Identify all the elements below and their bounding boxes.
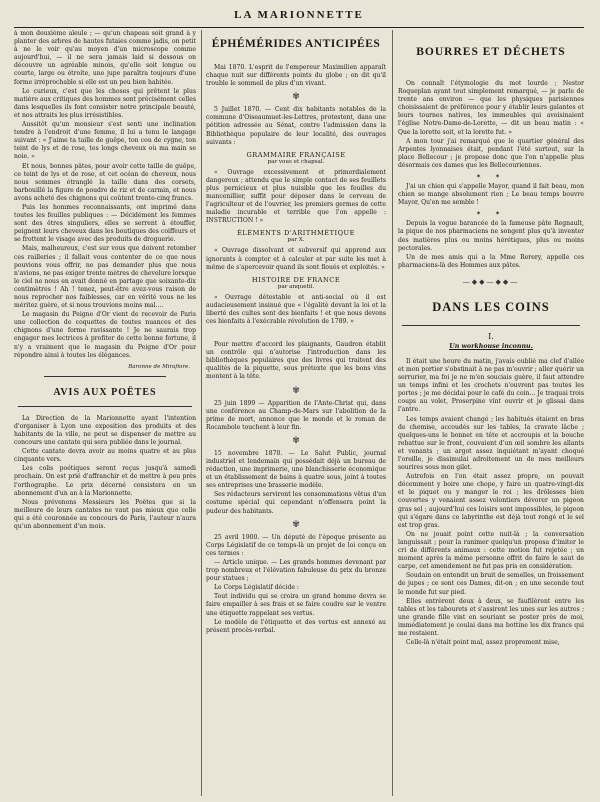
section-title-bourres: BOURRES ET DÉCHETS: [416, 46, 566, 58]
separator-stars: ✶ ✶: [476, 210, 506, 218]
paragraph: Nous prévenons Messieurs les Poëtes que si la meilleure de leurs cantates ne vaut pas mieux que celle qui a été couronnée au concours de Paris, l'auteur n'aura qu'un abonnement d'un mois.: [14, 498, 196, 530]
column-rule: [392, 30, 393, 796]
paragraph: « Ouvrage détestable et anti-social où il est audacieusement insinué que « l'égalité devant la loi et la liberté des cultes sont des bienfaits ! et que nous devons ces bienfaits à l'exécrable révolution de 1789. »: [206, 293, 386, 325]
paragraph: à mon deuxième aïeule ; — qu'un chapeau soit grand à y planter des arbres de hautes futaies comme jadis, on petit à ne le voir qu'au moyen d'un microscope comme aujourd'hui, — il ne sera jamais laid si dessous on découvre un agréable minois, qu'elle soit longue ou courte, large ou étroite, une jupe paraîtra toujours d'une forme irréprochable si elle est un peu bien habitée.: [14, 30, 196, 86]
paragraph: Aussitôt qu'un monsieur s'est senti une inclination tendre à l'endroit d'une femme, il lui a tenu le langage suivant : « J'aime ta taille de guêpe, ton cou de cygne, ton teint de lys et de rose, tes longs cheveux où ma main se noie. »: [14, 121, 196, 161]
paragraph: A mon tour j'ai remarqué que le quartier général des Arpentes lyonnaises était, pendant l'été surtout, sur la place Bellecour ; je propose donc que l'on n'appelle plus désormais ces dames que les Bellecouriennes.: [398, 137, 584, 169]
book-author: par vous et chapsal.: [267, 158, 325, 165]
paragraph: — Article unique. — Les grands hommes devenant par trop nombreux et l'élévation fabuleuse du prix du bronze pour statues ;: [206, 558, 386, 583]
paragraph: « Ouvrage dissolvant et subversif qui apprend aux ignorants à compter et à calculer et par suite les met à même de s'apercevoir quand ils sont floués et exploités. »: [206, 247, 386, 271]
paragraph: « Ouvrage excessivement et primordialement dangereux ; attendu que le simple contact de ses feuillets plus pernicieux et plus nuisible que les feuilles du mancenillier, suffit pour déposer dans le cerveau de l'agriculteur et de l'ouvrier, les premiers germes de cette maladie incurable et terrible que l'on appelle : INSTRUCTION ! »: [206, 168, 386, 225]
paragraph: Ses rédacteurs serviront les consommations vêtus d'un costume spécial qui cependant n'offensera point la pudeur des habitants.: [206, 491, 386, 515]
book-title: GRAMMAIRE FRANÇAISE: [246, 150, 346, 159]
paragraph: Le modèle de l'étiquette et des vertus est annexé au présent procès-verbal.: [206, 618, 386, 634]
divider: [44, 376, 166, 377]
paragraph: Pour mettre d'accord les plaignants, Gaudron établit un contrôle qui n'autorise l'introduction dans les bibliothèques populaires que des livres qui traitent des qualités de la piquette, sous prétexte que les bons vins montent à la tête.: [206, 341, 386, 381]
paragraph: Le Corps Législatif décide :: [214, 584, 299, 592]
ornament-icon: ✾: [292, 435, 300, 446]
paragraph: Autrefois en l'on était assez propre, on pouvait décemment y boire une chope, y faire un quatre-vingt-dix et le piquet ou y manger le roi ; les drôlesses bien couvertes y venaient assez volontiers dévorer un pigeon gras sel ; aujourd'hui ces loisirs sont impossibles, le pigeon qui s'égare dans ce labyrinthe est déjà tout rongé et le sel est trop gras.: [398, 473, 584, 529]
divider: [18, 406, 192, 407]
paragraph: On ne jouait point cette nuit-là ; la conversation languissait ; pour la ranimer quelqu'un proposa d'imiter le cri de différents animaux : cette motion fut rejetée ; un moment après la même personne offrit de faire le saut de carpe, cet amendement ne fut pas pris en considération.: [398, 530, 584, 571]
paragraph: Le curieux, c'est que les choses qui prêtent le plus matière aux critiques des hommes sont précisément celles dans lesquelles ils font consister notre principale beauté, et nos attraits les plus irrésistibles.: [14, 87, 196, 119]
paragraph: Depuis la vogue barancée de la fameuse pâte Regnault, la pique de nos pharmaciens ne songent plus qu'à inventer des matières plus ou moins hérétiques, plus ou moins pectorales.: [398, 220, 584, 252]
paragraph: Tout individu qui se croira un grand homme devra se faire empailler à ses frais et se faire coudre sur le ventre une étiquette rappelant ses vertus.: [206, 593, 386, 617]
ornament-icon: ✾: [292, 519, 300, 530]
section-title-coins: DANS LES COINS: [432, 299, 550, 314]
book-title: ÉLÉMENTS D'ARITHMÉTIQUE: [237, 229, 355, 238]
paragraph: Un de mes amis qui a la Mme Rerery, appelle ces pharmaciens-là des Hommes aux pâtes.: [398, 253, 584, 269]
paragraph: Les temps avaient changé ; les habitués étaient en bras de chemise, accoudés sur les tables, la cravate lâche ; quelques-uns le bonnet en tête et accroupis et la bouche rebattue sur le front, couvaient d'un œil sombre les allants et venants ; un argot assez inquiétant m'ayant choqué l'oreille, je dissimulai adroitement un de mes meilleurs sourires sous mon gilet.: [398, 415, 584, 472]
paragraph: La Direction de la Marionnette ayant l'intention d'organiser à Lyon une exposition des produits et des habitants de la ville, ne peut se dispenser de mettre au concours une cantate qui sera publiée dans le journal.: [14, 414, 196, 447]
masthead: LA MARIONNETTE: [14, 6, 584, 28]
section-title-avis: AVIS AUX POËTES: [53, 386, 157, 398]
column-middle: [206, 30, 386, 796]
book-title: HISTOIRE DE FRANCE: [251, 275, 341, 284]
paragraph: Les colis poétiques seront reçus jusqu'à samedi prochain. On est prié d'affranchir et de mettre à peu près l'orthographe. Le prix décerné consistera en un abonnement d'un an à la Marionnette.: [14, 465, 196, 497]
paragraph: Puis les hommes reconnaissants, ont imprimé dans toutes les feuilles publiques : — Décidément les femmes sont des êtres singuliers, elles se serrent à étouffer, peignent leurs cheveux dans les boutiques des coiffeurs et se frottent le visage avec des produits de droguerie.: [14, 203, 196, 244]
paragraph: Mai 1870. L'esprit de l'empereur Maximilien apparaît chaque nuit sur différents points du globe ; on dit qu'il trouble le sommeil de plus d'un vivant.: [206, 64, 386, 88]
chapter-subtitle: Un workhouse inconnu.: [449, 342, 533, 350]
ornament-icon: ✾: [292, 385, 300, 396]
paragraph: 25 juin 1899 — Apparition de l'Ante-Christ qui, dans une conférence au Champ-de-Mars sur l'abolition de la prime de mort, annonce que le monde et le roman de Rocambole touchent à leur fin.: [206, 399, 386, 431]
section-title-ephemerides: ÉPHÉMÉRIDES ANTICIPÉES: [211, 38, 381, 50]
paragraph: J'ai un chien qui s'appelle Mayor, quand il fait beau, mon chien se mange absolument rien ; Le beau temps bouvre Mayor, Qu'en me semble !: [398, 183, 584, 207]
paragraph: Celle-là n'était point mal, assez proprement mise,: [406, 639, 560, 647]
ornamental-rule-icon: —◆◆—◆◆—: [462, 277, 520, 286]
paragraph: Soudain on entendit un bruit de semelles, un froissement de jupes ; ce sont ces Dames, dit-on ; en une seconde tout le monde fut sur pied.: [398, 572, 584, 596]
paragraph: On connaît l'étymologie du mot lourde ; Nestor Roqueplan ayant tout simplement remarqué, — je parle de trente ans environ — que les physiques parisiennes choisissaient de préférence pour y établir leurs galantes et leurs tournes natives, les immeubles qui avoisinaient l'église Notre-Dame-de-Lorette, — dit un beau matin : « Que la lorette soit, et la lorette fut. »: [398, 80, 584, 136]
divider: [402, 325, 580, 326]
paragraph: 15 novembre 1870. — Le Salut Public, journal industriel et lendemain qui possédait déjà un bureau de rédaction, une imprimerie, une blanchisserie économique et un établissement de bains à quatre sous, joint à toutes ses entreprises une brasserie modèle.: [206, 449, 386, 490]
column-left: [14, 30, 196, 796]
signature: Baronne de Mirafiore.: [128, 363, 190, 370]
chapter-number: I.: [488, 331, 494, 341]
paragraph: Il était une heure du matin, j'avais oublié ma clef d'allée et mon portier s'obstinait à ne pas m'ouvrir ; aller quérir un serrurier, ma foi je ne m'en souciais guère, il faut attendre un temps infini et les crochets n'ouvrent pas toutes les portes ; je me décidai pour le café du coin... Je traquai trois coups au volet, Proserpine vint ouvrir et je glissai dans l'antre.: [398, 357, 584, 414]
book-author: par X.: [287, 237, 305, 244]
paragraph: 5 Juillet 1870. — Cent dix habitants notables de la commune d'Oiseaumuet-les-Lettres, protestent, dans une pétition adressée au Sénat, contre l'admission dans la Bibliothèque populaire de leur localité, des ouvrages suivants :: [206, 106, 386, 146]
paragraph: 25 avril 1900. — Un député de l'époque présente au Corps Législatif de ce temps-là un projet de loi conçu en ces termes :: [206, 533, 386, 557]
paragraph: Et nous, bonnes pâtes, pour avoir cette taille de guêpe, ce teint de lys et de rose, et cet océan de cheveux, nous nous sommes étranglé la taille dans des corsets, barbouillé la figure de poudre de riz et de carmin, et nous avons acheté des chignons qui coûtent trente-cinq francs.: [14, 162, 196, 202]
column-right: [398, 30, 584, 796]
paragraph: Le magasin du Peigne d'Or vient de recevoir de Paris une collection de coquettes de toutes nuances et des chignons d'une forme ravissante ! Je ne saurais trop engager mes lectrices à profiter de cette bonne fortune, il n'y a vraiment que le magasin du Peigne d'Or pour répondre ainsi à toutes les élégances.: [14, 311, 196, 359]
paragraph: Mais, malheureux, c'est sur vous que doivent retomber ces railleries ; il fallait vous contenter de ce que nous pouvions vous offrir, ne pas demander plus que nous n'avions, ne pas exiger trente mètres de chevelure lorsque le ciel ne nous en avait donné en partage que soixante-dix centimètres ! Ah ! tenez, peut-être avez-vous raison de nous reprocher nos faiblesses, car en vérité vous ne les méritez guère, et si nous trouvions moins mal....: [14, 245, 196, 310]
paragraph: Cette cantate devra avoir au moins quatre et au plus cinquante vers.: [14, 448, 196, 464]
column-rule: [201, 30, 202, 796]
paragraph: Elles entrèrent deux à deux, se faufilèrent entre les tables et les tabourets et s'assirent les unes sur les autres ; une grande fille vint en souriant se poster près de moi, immédiatement je coulai dans ma bottine les dix francs qui me restaient.: [398, 597, 584, 637]
book-author: par anquetil.: [277, 283, 315, 290]
ornament-icon: ✾: [292, 92, 300, 103]
columns: [14, 30, 584, 796]
separator-stars: ✶ ✶: [476, 173, 506, 181]
